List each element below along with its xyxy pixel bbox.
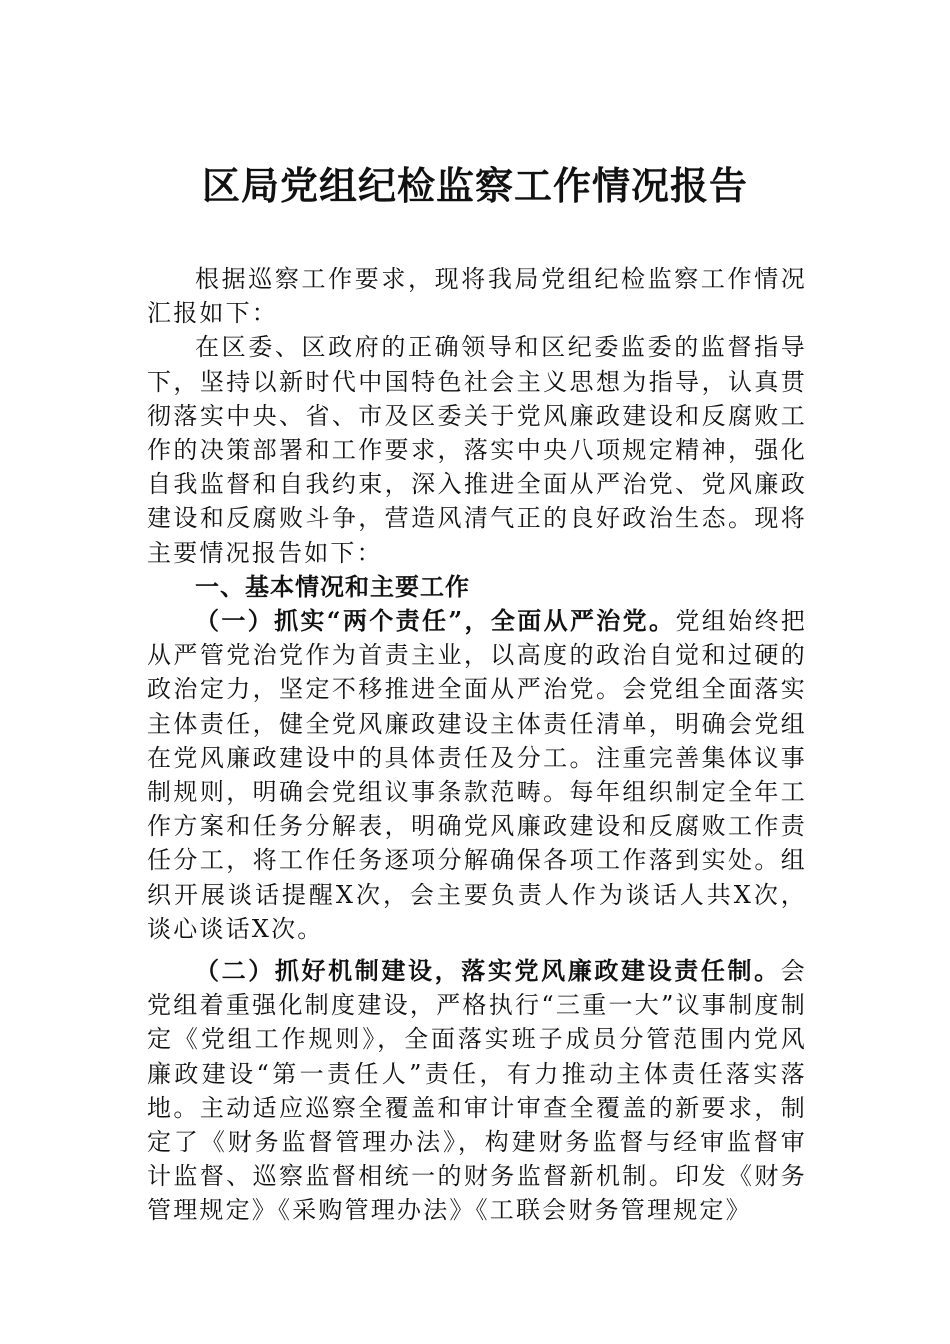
intro-paragraph: 根据巡察工作要求，现将我局党组纪检监察工作情况汇报如下： [147, 265, 807, 328]
section-heading: 一、基本情况和主要工作 [195, 572, 470, 601]
document-title: 区局党组纪检监察工作情况报告 [201, 163, 748, 208]
item1-body: 党组始终把从严管党治党作为首责主业，以高度的政治自觉和过硬的政治定力，坚定不移推进全面从严治党。会党组全面落实主体责任，健全党风廉政建设主体责任清单，明确会党组在党风廉政建设中的具体责任及分工。注重完善集体议事制规则，明确会党组议事条款范畴。每年组织制定全年工作方案和任务分解表，明确党风廉政建设和反腐败工作责任分工，将工作任务逐项分解确保各项工作落到实处。组织开展谈话提醒X次，会主要负责人作为谈话人共X次，谈心谈话X次。 [147, 607, 807, 943]
paragraph-gap [147, 946, 807, 954]
document-body [147, 262, 807, 1228]
item1-paragraph [147, 604, 807, 946]
item1-lead: （一）抓实“两个责任”，全面从严治党。 [195, 606, 676, 636]
item2-body: 会党组着重强化制度建设，严格执行“三重一大”议事制度制定《党组工作规则》，全面落实班子成员分管范围内党风廉政建设“第一责任人”责任，有力推动主体责任落实落地。主动适应巡察全覆盖和审计审查全覆盖的新要求，制定了《财务监督管理办法》，构建财务监督与经审监督审计监督、巡察监督相统一的财务监督新机制。印发《财务管理规定》《采购管理办法》《工联会财务管理规定》 [147, 957, 807, 1225]
item2-paragraph [147, 954, 807, 1228]
context-paragraph: 在区委、区政府的正确领导和区纪委监委的监督指导下，坚持以新时代中国特色社会主义思想为指导，认真贯彻落实中央、省、市及区委关于党风廉政建设和反腐败工作的决策部署和工作要求，落实中央八项规定精神，强化自我监督和自我约束，深入推进全面从严治党、党风廉政建设和反腐败斗争，营造风清气正的良好政治生态。现将主要情况报告如下： [147, 333, 807, 567]
item2-lead: （二）抓好机制建设，落实党风廉政建设责任制。 [195, 956, 781, 986]
